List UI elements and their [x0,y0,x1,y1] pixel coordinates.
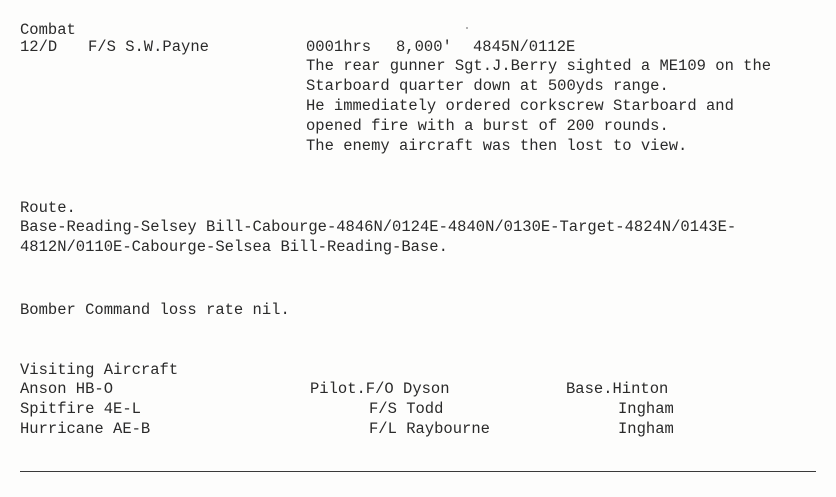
combat-position: 4845N/0112E [473,38,576,56]
visiting-pilot: F/S Todd [369,400,444,418]
visiting-heading: Visiting Aircraft [20,361,179,379]
loss-rate-text: Bomber Command loss rate nil. [20,301,290,319]
combat-narrative-line: Starboard quarter down at 500yds range. [306,77,669,95]
combat-time: 0001hrs [306,38,372,56]
visiting-pilot: F/L Raybourne [369,420,490,438]
visiting-base: Base.Hinton [566,380,669,398]
visiting-base: Ingham [618,420,674,438]
bottom-divider [20,471,816,472]
visiting-aircraft: Anson HB-O [20,380,114,398]
combat-narrative-line: opened fire with a burst of 200 rounds. [306,117,669,135]
combat-narrative-line: He immediately ordered corkscrew Starboard and [306,97,734,115]
route-line: Base-Reading-Selsey Bill-Cabourge-4846N/0124E-4840N/0130E-Target-4824N/0143E- [20,218,737,236]
combat-pilot: F/S S.W.Payne [88,38,209,56]
visiting-aircraft: Hurricane AE-B [20,420,151,438]
scan-speck [466,27,468,29]
combat-heading: Combat [20,21,76,39]
route-heading: Route. [20,199,76,217]
combat-aircraft: 12/D [20,38,58,56]
combat-narrative-line: The rear gunner Sgt.J.Berry sighted a ME109 on the [306,57,772,75]
visiting-base: Ingham [618,400,674,418]
visiting-aircraft: Spitfire 4E-L [20,400,141,418]
combat-narrative-line: The enemy aircraft was then lost to view. [306,137,688,155]
visiting-pilot: Pilot.F/O Dyson [310,380,450,398]
combat-height: 8,000' [396,38,452,56]
route-line: 4812N/0110E-Cabourge-Selsea Bill-Reading-Base. [20,238,448,256]
